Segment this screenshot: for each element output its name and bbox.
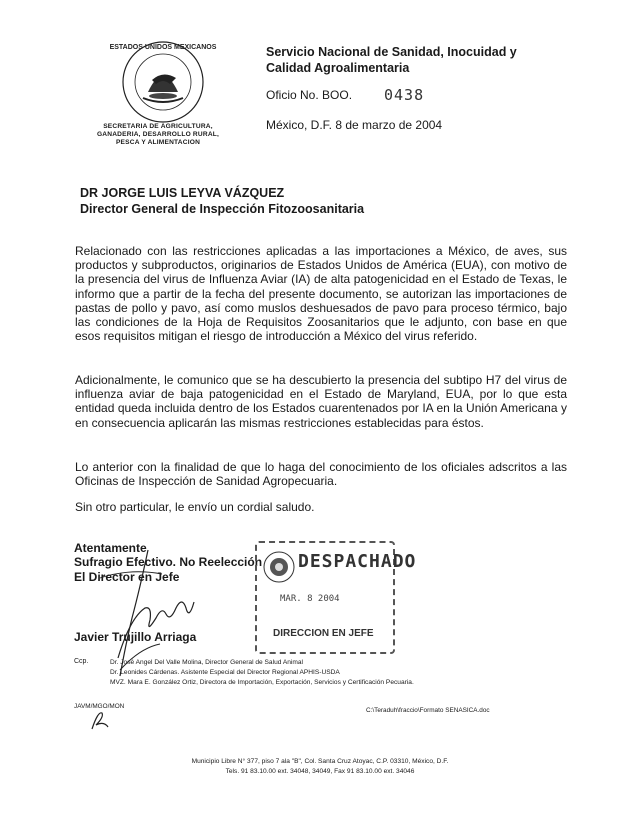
secretariat-name: SECRETARIA DE AGRICULTURA, GANADERIA, DESARROLLO RURAL, PESCA Y ALIMENTACION bbox=[96, 123, 220, 146]
stamp-office: DIRECCION EN JEFE bbox=[273, 628, 374, 639]
body-paragraph-4: Sin otro particular, le envío un cordial saludo. bbox=[75, 500, 315, 514]
closing-line-3: El Director en Jefe bbox=[74, 569, 180, 584]
svg-text:ESTADOS UNIDOS MEXICANOS: ESTADOS UNIDOS MEXICANOS bbox=[109, 44, 217, 51]
ccp-label: Ccp. bbox=[74, 658, 89, 665]
stamp-word: DESPACHADO bbox=[298, 551, 417, 572]
addressee-title: Director General de Inspección Fitozoosanitaria bbox=[80, 202, 365, 216]
agency-name: Servicio Nacional de Sanidad, Inocuidad y Calidad Agroalimentaria bbox=[266, 45, 517, 75]
typist-initials: JAVM/MGO/MON bbox=[74, 703, 125, 710]
footer-address: Municipio Libre N° 377, piso 7 ala "B", Col. Santa Cruz Atoyac, C.P. 03310, México, D.F. bbox=[191, 758, 449, 765]
ccp-list bbox=[110, 658, 414, 688]
body-paragraph-1: Relacionado con las restricciones aplicadas a las importaciones a México, de aves, sus productos y subproductos, originarios de Estados Unidos de América (EUA), con motivo de la presencia del virus de Influenza Aviar (IA) de alta patogenicidad en el Estado de Texas, le informo que a partir de la fecha del presente documento, se autorizan las importaciones de pastas de pollo y pavo, así como muslos deshuesados de pavo para proceso térmico, bajo las condiciones de la Hoja de Requisitos Zoosanitarios que le adjunto, con base en que esos requisitos mitigan el riesgo de introducción a México del virus referido. bbox=[75, 244, 567, 344]
ccp-item: Dr. José Angel Del Valle Molina, Director General de Salud Animal bbox=[110, 659, 304, 666]
closing-line-1: Atentamente bbox=[74, 541, 147, 555]
oficio-number: 0438 bbox=[384, 86, 425, 104]
file-reference: C:\Teraduh\fraccio\Formato SENASICA.doc bbox=[366, 707, 490, 714]
ccp-item: Dr. Leonides Cárdenas. Asistente Especial del Director Regional APHIS-USDA bbox=[110, 669, 340, 676]
place-date: México, D.F. 8 de marzo de 2004 bbox=[266, 118, 443, 132]
national-seal-logo bbox=[108, 40, 218, 124]
addressee-name: DR JORGE LUIS LEYVA VÁZQUEZ bbox=[80, 186, 285, 200]
stamp-date: MAR. 8 2004 bbox=[280, 594, 340, 604]
body-paragraph-2: Adicionalmente, le comunico que se ha descubierto la presencia del subtipo H7 del virus de influenza aviar de baja patogenicidad en el Estado de Maryland, EUA, por lo que esta entidad queda incluida dentro de los Estados cuarentenados por IA en la Unión Americana y en consecuencia aplicarán las mismas restricciones establecidas para éstos. bbox=[75, 373, 567, 430]
body-paragraph-3: Lo anterior con la finalidad de que lo haga del conocimiento de los oficiales adscritos a las Oficinas de Inspección de Sanidad Agropecuaria. bbox=[75, 460, 567, 489]
ccp-item: MVZ. Mara E. González Ortiz, Directora de Importación, Exportación, Servicios y Certificación Pecuaria. bbox=[110, 679, 414, 686]
closing-line-2: Sufragio Efectivo. No Reelección bbox=[74, 555, 263, 570]
oficio-label: Oficio No. BOO. bbox=[266, 88, 353, 102]
initial-handwritten-mark bbox=[88, 707, 112, 733]
footer-phones: Tels. 91 83.10.00 ext. 34048, 34049, Fax 91 83.10.00 ext. 34046 bbox=[225, 768, 415, 775]
stamp-seal-icon bbox=[262, 550, 296, 584]
signer-name: Javier Trujillo Arriaga bbox=[74, 630, 197, 644]
